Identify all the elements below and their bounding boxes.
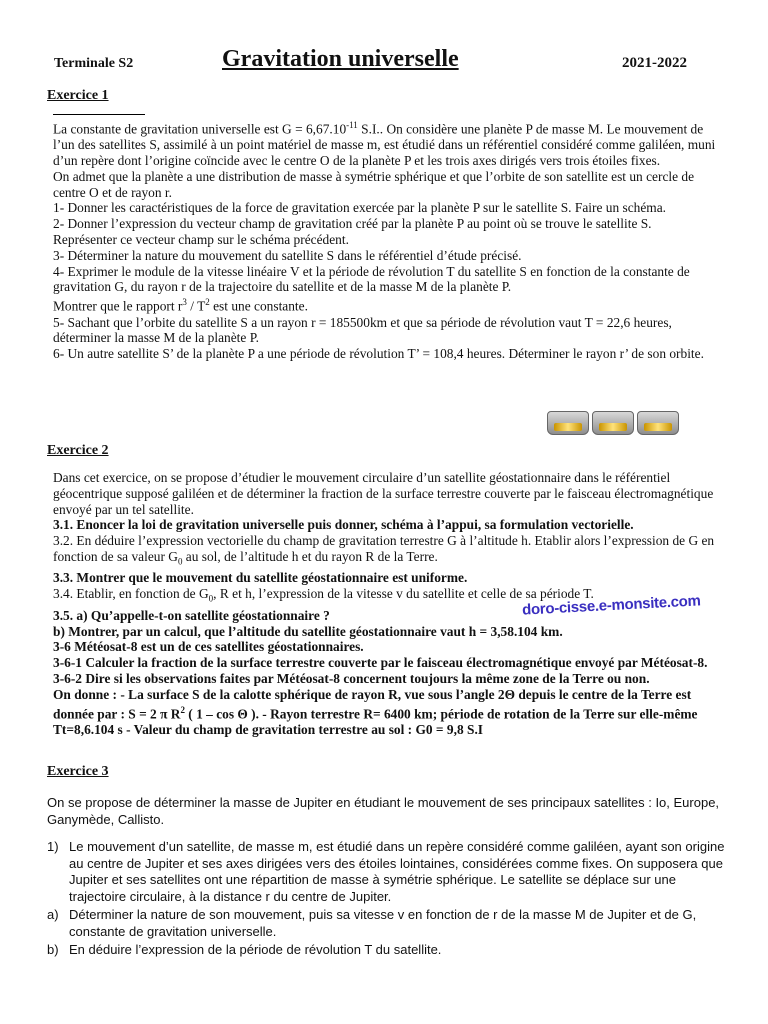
ex1-intro-1: La constante de gravitation universelle est $G = 6,67.10^{-11}$ S.I.. On considère une planète P de masse M. Le mouvement de l’un des satellites S, assimilé à un point matériel de masse m, est étudié dans un référentiel considéré comme galiléen, muni d’un repère dont l’origine coïncide avec le centre O de la planète P et les trois axes dirigés vers trois étoiles fixes. bbox=[53, 120, 716, 169]
watermark-link[interactable]: doro-cisse.e-monsite.com bbox=[521, 592, 702, 619]
exercise-1-body bbox=[53, 118, 718, 362]
ex2-question-3-5a: 3.5. a) Qu’appelle-t-on satellite géostationnaire ? bbox=[53, 607, 330, 623]
ex2-question-3-6-2: 3-6-2 Dire si les observations faites par Météosat-8 concernent toujours la même zone de la Terre ou non. bbox=[53, 670, 650, 686]
ex1-question-3: 3- Déterminer la nature du mouvement du satellite S dans le référentiel d’étude précisé. bbox=[53, 247, 522, 263]
exercise-3-body bbox=[47, 795, 727, 959]
ex3-intro: On se propose de déterminer la masse de Jupiter en étudiant le mouvement de ses principaux satellites : Io, Europe, Ganymède, Callisto. bbox=[47, 795, 720, 827]
ex1-intro-2: On admet que la planète a une distribution de masse à symétrie sphérique et que l’orbite de son satellite est un cercle de centre O et de rayon r. bbox=[53, 168, 695, 200]
ex3-question-1: 1) Le mouvement d’un satellite, de masse m, est étudié dans un repère considéré comme galiléen, ayant son origine au centre de Jupiter et ses axes dirigées vers des étoiles lointaines, considérées comme fixes. On supposera que Jupiter et ses satellites ont une répartition de masse à symétrie sphérique. Le satellite se déplace sur une trajectoire circulaire, à la distance r du centre de Jupiter. bbox=[47, 839, 725, 904]
ex2-question-3-3: 3.3. Montrer que le mouvement du satellite géostationnaire est uniforme. bbox=[53, 570, 468, 586]
ex1-question-2: 2- Donner l’expression du vecteur champ de gravitation créé par la planète P au point où se trouve le satellite S. bbox=[53, 216, 652, 232]
ex2-question-3-6-1: 3-6-1 Calculer la fraction de la surface terrestre couverte par le faisceau électromagnétique envoyé par Météosat-8. bbox=[53, 655, 708, 671]
decorative-cans-image bbox=[547, 411, 679, 435]
ex1-question-1: 1- Donner les caractéristiques de la force de gravitation exercée par la planète P sur le satellite S. Faire un schéma. bbox=[53, 200, 666, 216]
exercise-2-heading: Exercice 2 bbox=[47, 443, 109, 458]
ex2-question-3-5b: b) Montrer, par un calcul, que l’altitude du satellite géostationnaire vaut h = 3,58.104 km. bbox=[53, 623, 563, 639]
ex1-question-5: 5- Sachant que l’orbite du satellite S a un rayon r = 185500km et que sa période de révolution vaut T = 22,6 heures, déterminer la masse M de la planète P. bbox=[53, 314, 672, 346]
ex2-question-3-4: 3.4. Etablir, en fonction de $G_0$, R et h, l’expression de la vitesse v du satellite et celle de sa période T. bbox=[53, 586, 594, 604]
ex2-given-data: On donne : - La surface S de la calotte sphérique de rayon R, vue sous l’angle 2Θ depuis le centre de la Terre est donnée par : S = 2 π $R^2$ ( 1 – cos Θ ). - Rayon terrestre R= 6400 km; période de rotation de la Terre sur elle-même Tt=8,6.104 s - Valeur du champ de gravitation terrestre au sol : G0 = 9,8 S.I bbox=[53, 686, 698, 737]
can-icon bbox=[592, 411, 634, 435]
ex1-question-4b: Montrer que le rapport $r^3 / T^2$ est une constante. bbox=[53, 297, 308, 314]
can-icon bbox=[637, 411, 679, 435]
can-icon bbox=[547, 411, 589, 435]
ex2-question-3-2: 3.2. En déduire l’expression vectorielle du champ de gravitation terrestre G à l’altitude h. Etablir alors l’expression de G en fonction de sa valeur $G_0$ au sol, de l’altitude h et du rayon R de la Terre. bbox=[53, 533, 715, 567]
divider bbox=[53, 114, 145, 115]
ex2-question-3-6: 3-6 Météosat-8 est un de ces satellites géostationnaires. bbox=[53, 639, 364, 655]
exercise-3-heading: Exercice 3 bbox=[47, 764, 109, 779]
ex1-question-4: 4- Exprimer le module de la vitesse linéaire V et la période de révolution T du satellite S en fonction de la constante de gravitation G, du rayon r de la trajectoire du satellite et de la masse M de la planète P. bbox=[53, 263, 690, 295]
ex3-question-a: a) Déterminer la nature de son mouvement, puis sa vitesse v en fonction de r de la masse M de Jupiter et de G, constante de gravitation universelle. bbox=[47, 907, 697, 939]
school-year: 2021-2022 bbox=[622, 55, 687, 71]
ex2-intro: Dans cet exercice, on se propose d’étudier le mouvement circulaire d’un satellite géostationnaire dans le référentiel géocentrique supposé galiléen et de déterminer la fraction de la surface terrestre couverte par le faisceau électromagnétique envoyé par un tel satellite. bbox=[53, 470, 714, 517]
ex2-question-3-1: 3.1. Enoncer la loi de gravitation universelle puis donner, schéma à l’appui, sa formulation vectorielle. bbox=[53, 517, 634, 533]
exercise-1-heading: Exercice 1 bbox=[47, 88, 109, 103]
ex3-question-b: b) En déduire l’expression de la période de révolution T du satellite. bbox=[47, 942, 442, 957]
class-label: Terminale S2 bbox=[54, 56, 134, 71]
ex1-question-6: 6- Un autre satellite S’ de la planète P a une période de révolution T’ = 108,4 heures. Déterminer le rayon r’ de son orbite. bbox=[53, 346, 704, 362]
ex1-question-2b: Représenter ce vecteur champ sur le schéma précédent. bbox=[53, 232, 349, 248]
page-title: Gravitation universelle bbox=[222, 46, 459, 72]
